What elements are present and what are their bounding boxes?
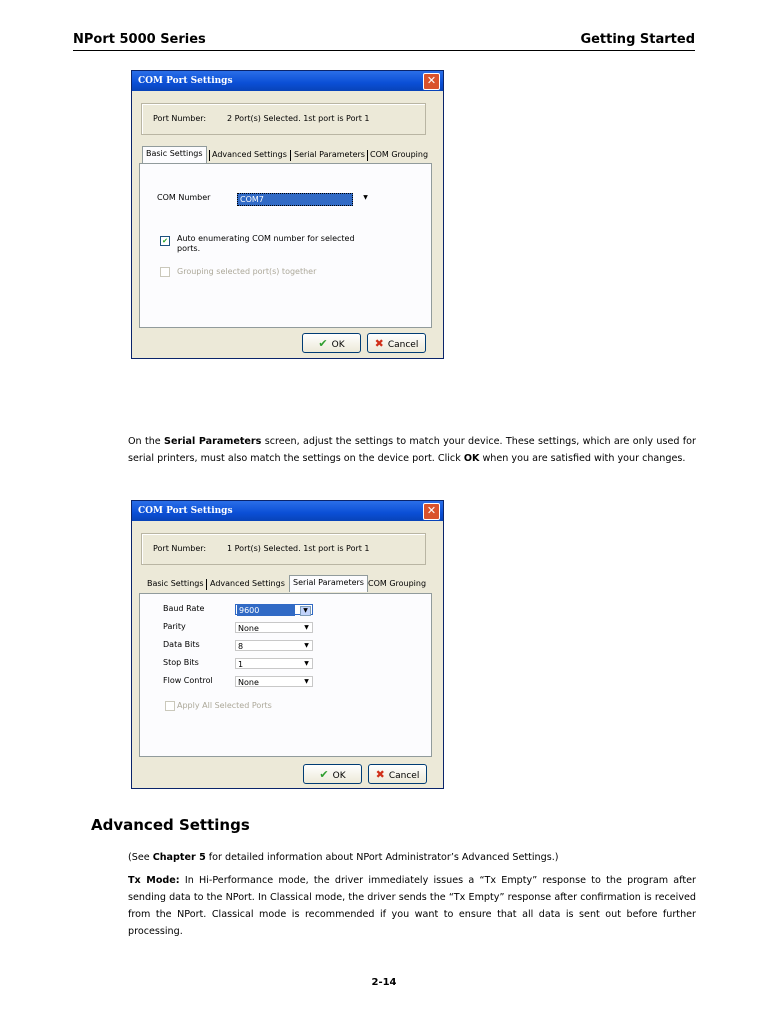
section-heading: Advanced Settings: [91, 816, 250, 834]
page-number: 2-14: [371, 977, 397, 988]
cross-icon: ✖: [374, 337, 384, 350]
ok-label: OK: [331, 340, 345, 350]
serial-params-paragraph: [128, 433, 696, 467]
baud-rate-select[interactable]: [235, 604, 313, 615]
baud-rate-value: 9600: [237, 605, 295, 616]
tx-mode-paragraph: [128, 872, 696, 940]
auto-enum-label: Auto enumerating COM number for selected: [177, 234, 355, 243]
cancel-button[interactable]: [367, 333, 426, 353]
grouping-checkbox[interactable]: [160, 267, 170, 277]
data-bits-select[interactable]: [235, 640, 313, 651]
tab-separator: [209, 150, 210, 161]
cancel-button[interactable]: [368, 764, 427, 784]
chevron-down-icon[interactable]: ▼: [300, 606, 311, 616]
tab-separator: [206, 579, 207, 590]
chevron-down-icon[interactable]: ▼: [304, 642, 309, 649]
bold-term: Tx Mode:: [128, 875, 180, 886]
stop-bits-value: 1: [238, 660, 244, 669]
port-number-label: Port Number:: [153, 544, 207, 553]
grouping-label: Grouping selected port(s) together: [177, 267, 317, 276]
text: screen, adjust the settings to match your device. These settings, which are only used for serial printers, must also match the settings on the device port. Click: [128, 436, 696, 464]
apply-all-label: Apply All Selected Ports: [177, 701, 272, 710]
checkmark-icon: ✔: [318, 337, 328, 350]
tab-basic-settings[interactable]: Basic Settings: [142, 146, 207, 163]
bold-term: OK: [463, 453, 480, 464]
stop-bits-label: Stop Bits: [163, 658, 199, 667]
flow-control-select[interactable]: [235, 676, 313, 687]
port-number-box: [141, 533, 426, 565]
tab-serial-parameters[interactable]: Serial Parameters: [294, 150, 365, 159]
see-chapter-paragraph: [128, 849, 696, 866]
parity-value: None: [238, 624, 259, 633]
tab-separator: [367, 150, 368, 161]
apply-all-checkbox[interactable]: [165, 701, 175, 711]
parity-label: Parity: [163, 622, 186, 631]
ok-button[interactable]: [303, 764, 362, 784]
tab-advanced-settings[interactable]: Advanced Settings: [210, 579, 285, 588]
tab-basic-settings[interactable]: Basic Settings: [147, 579, 204, 588]
port-number-value: 1 Port(s) Selected. 1st port is Port 1: [227, 544, 370, 553]
header-rule: [73, 50, 695, 51]
text: On the: [128, 436, 165, 447]
text: (See: [128, 852, 153, 863]
cross-icon: ✖: [375, 768, 385, 781]
port-number-box: [141, 103, 426, 135]
chevron-down-icon[interactable]: ▼: [304, 624, 309, 631]
com-port-settings-dialog-basic: [131, 70, 444, 359]
ok-label: OK: [332, 771, 346, 781]
dialog-title: COM Port Settings: [138, 76, 233, 86]
close-icon[interactable]: ✕: [423, 503, 440, 520]
text: In Hi-Performance mode, the driver immediately issues a “Tx Empty” response to the program after sending data to the NPort. In Classical mode, the driver sends the “Tx Empty” response after confirmation is received from the NPort. Classical mode is recommended if you want to ensure that all data is sent out before further processing.: [128, 875, 697, 937]
baud-rate-label: Baud Rate: [163, 604, 205, 613]
chevron-down-icon[interactable]: ▼: [363, 194, 368, 201]
tab-panel: [139, 163, 432, 328]
chevron-down-icon[interactable]: ▼: [304, 678, 309, 685]
header-section: Getting Started: [580, 32, 695, 47]
close-icon[interactable]: ✕: [423, 73, 440, 90]
tab-separator: [290, 150, 291, 161]
parity-select[interactable]: [235, 622, 313, 633]
chevron-down-icon[interactable]: ▼: [304, 660, 309, 667]
port-number-label: Port Number:: [153, 114, 207, 123]
text: when you are satisfied with your changes.: [479, 453, 686, 464]
tab-com-grouping[interactable]: COM Grouping: [370, 150, 429, 159]
dialog-title: COM Port Settings: [138, 506, 233, 516]
header-title: NPort 5000 Series: [73, 32, 206, 47]
stop-bits-select[interactable]: [235, 658, 313, 669]
ok-button[interactable]: [302, 333, 361, 353]
bold-term: Serial Parameters: [164, 436, 262, 447]
data-bits-value: 8: [238, 642, 244, 651]
tab-panel: [139, 593, 432, 757]
dialog-title-bar: [132, 71, 443, 91]
com-port-settings-dialog-serial: [131, 500, 444, 789]
com-number-value: COM7: [237, 193, 353, 206]
flow-control-label: Flow Control: [163, 676, 213, 685]
auto-enum-checkbox[interactable]: ✔: [160, 236, 170, 246]
auto-enum-label-cont: ports.: [177, 244, 201, 253]
text: for detailed information about NPort Administrator’s Advanced Settings.): [205, 852, 559, 863]
checkmark-icon: ✔: [319, 768, 329, 781]
tab-serial-parameters[interactable]: Serial Parameters: [289, 575, 368, 592]
cancel-label: Cancel: [388, 771, 420, 781]
flow-control-value: None: [238, 678, 259, 687]
bold-term: Chapter 5: [152, 852, 206, 863]
tab-com-grouping[interactable]: COM Grouping: [368, 579, 427, 588]
port-number-value: 2 Port(s) Selected. 1st port is Port 1: [227, 114, 370, 123]
tab-advanced-settings[interactable]: Advanced Settings: [212, 150, 287, 159]
com-number-label: COM Number: [157, 193, 211, 202]
com-number-select[interactable]: [236, 193, 371, 204]
cancel-label: Cancel: [387, 340, 419, 350]
dialog-title-bar: [132, 501, 443, 521]
data-bits-label: Data Bits: [163, 640, 200, 649]
